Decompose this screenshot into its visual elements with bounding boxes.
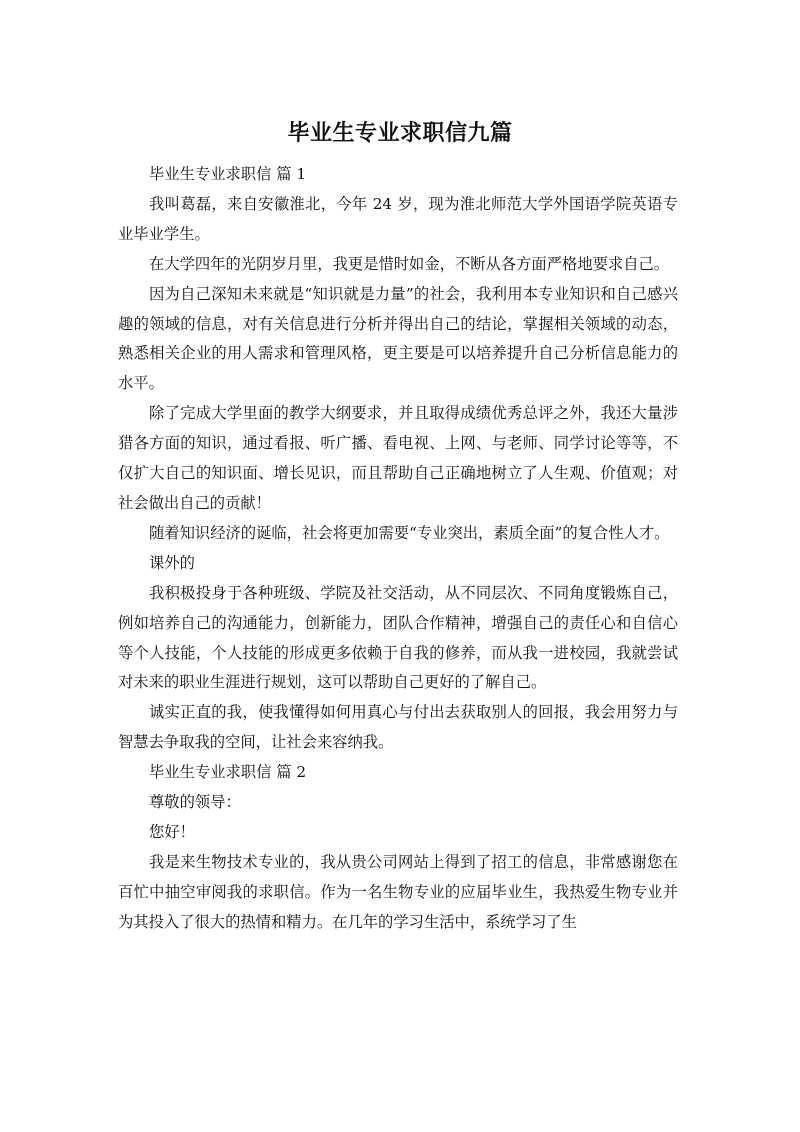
paragraph: 我积极投身于各种班级、学院及社交活动，从不同层次、不同角度锻炼自己，例如培养自己的沟通能力，创新能力，团队合作精神，增强自己的责任心和自信心等个人技能，个人技能的形成更多依赖于自我的修养，而从我一进校园，我就尝试对未来的职业生涯进行规划，这可以帮助自己更好的了解自己。 <box>118 583 678 692</box>
section-2 <box>118 758 678 937</box>
section-heading: 毕业生专业求职信 篇 2 <box>149 763 307 782</box>
greeting: 您好！ <box>149 822 195 841</box>
paragraph: 在大学四年的光阴岁月里，我更是惜时如金，不断从各方面严格地要求自己。 <box>149 254 670 273</box>
paragraph: 诚实正直的我，使我懂得如何用真心与付出去获取别人的回报，我会用努力与智慧去争取我的空间，让社会来容纳我。 <box>118 703 678 752</box>
section-1 <box>118 160 678 758</box>
document-body <box>118 160 678 938</box>
paragraph: 除了完成大学里面的教学大纲要求，并且取得成绩优秀总评之外，我还大量涉猎各方面的知识，通过看报、听广播、看电视、上网、与老师、同学讨论等等，不仅扩大自己的知识面、增长见识，而且帮助自己正确地树立了人生观、价值观；对社会做出自己的贡献！ <box>118 404 678 512</box>
salutation: 尊敬的领导： <box>149 793 241 812</box>
paragraph: 我叫葛磊，来自安徽淮北，今年 24 岁，现为淮北师范大学外国语学院英语专业毕业学生。 <box>118 194 678 243</box>
document-title: 毕业生专业求职信九篇 <box>287 121 513 146</box>
paragraph: 随着知识经济的诞临，社会将更加需要“专业突出，素质全面”的复合性人才。 <box>149 523 670 542</box>
paragraph: 我是来生物技术专业的，我从贵公司网站上得到了招工的信息，非常感谢您在百忙中抽空审阅我的求职信。作为一名生物专业的应届毕业生，我热爱生物专业并为其投入了很大的热情和精力。在几年的学习生活中，系统学习了生 <box>118 852 678 931</box>
paragraph: 因为自己深知未来就是“知识就是力量”的社会，我利用本专业知识和自己感兴趣的领域的信息，对有关信息进行分析并得出自己的结论，掌握相关领域的动态，熟悉相关企业的用人需求和管理风格，更主要是可以培养提升自己分析信息能力的水平。 <box>118 284 678 393</box>
paragraph: 课外的 <box>149 553 195 572</box>
section-heading: 毕业生专业求职信 篇 1 <box>149 165 307 183</box>
